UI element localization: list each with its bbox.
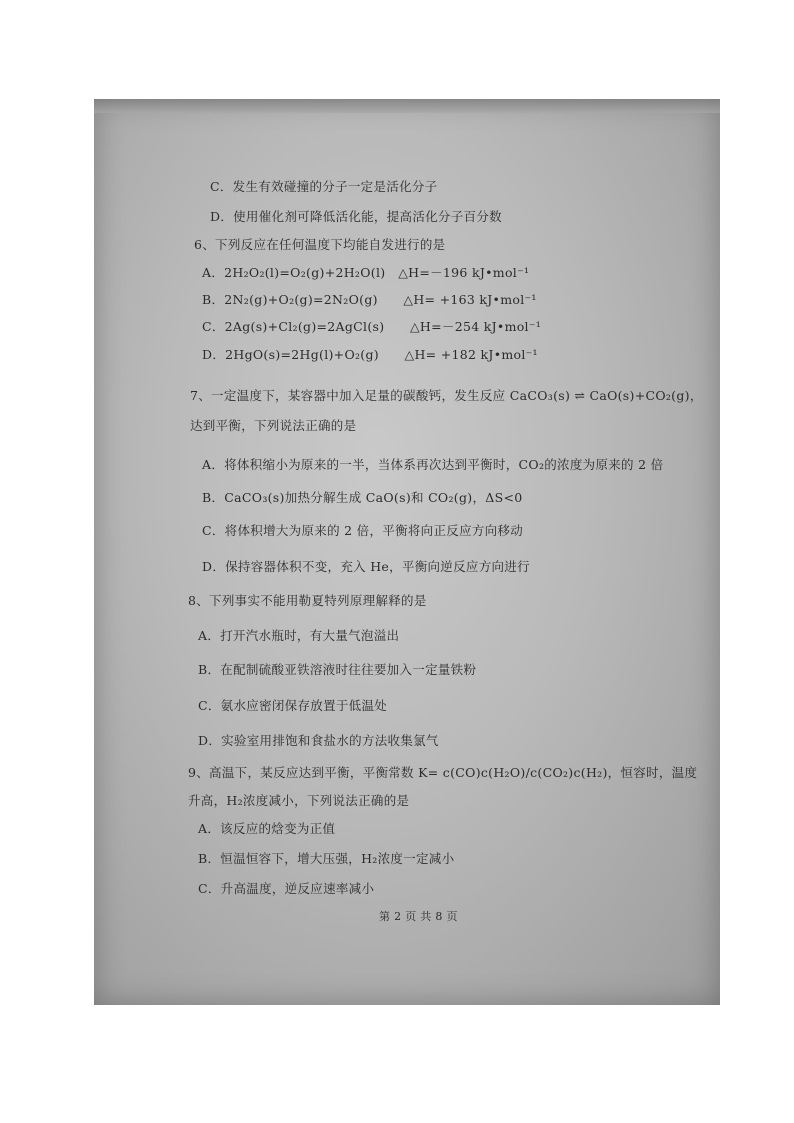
question-6: 6、下列反应在任何温度下均能自发进行的是: [194, 237, 446, 252]
option-8a: A．打开汽水瓶时，有大量气泡溢出: [198, 628, 400, 643]
option-5d: D．使用催化剂可降低活化能，提高活化分子百分数: [210, 209, 502, 224]
option-8b: B．在配制硫酸亚铁溶液时往往要加入一定量铁粉: [198, 662, 477, 677]
option-7c: C．将体积增大为原来的 2 倍，平衡将向正反应方向移动: [202, 523, 524, 538]
question-8: 8、下列事实不能用勒夏特列原理解释的是: [188, 593, 427, 608]
option-7b: B．CaCO₃(s)加热分解生成 CaO(s)和 CO₂(g)，ΔS<0: [202, 490, 523, 505]
option-5c: C．发生有效碰撞的分子一定是活化分子: [210, 179, 438, 194]
option-9c: C．升高温度，逆反应速率减小: [198, 881, 375, 896]
option-7a: A．将体积缩小为原来的一半，当体系再次达到平衡时，CO₂的浓度为原来的 2 倍: [202, 457, 664, 472]
question-7: 7、一定温度下，某容器中加入足量的碳酸钙，发生反应 CaCO₃(s) ⇌ CaO(s)+CO₂(g)，: [190, 388, 703, 403]
option-9b: B．恒温恒容下，增大压强，H₂浓度一定减小: [198, 851, 455, 866]
option-7d: D．保持容器体积不变，充入 He，平衡向逆反应方向进行: [202, 559, 530, 574]
option-6c: C．2Ag(s)+Cl₂(g)=2AgCl(s) △H=－254 kJ•mol⁻¹: [202, 319, 542, 334]
question-7-cont: 达到平衡，下列说法正确的是: [190, 418, 357, 433]
option-9a: A．该反应的焓变为正值: [198, 821, 336, 836]
option-6b: B．2N₂(g)+O₂(g)=2N₂O(g) △H= +163 kJ•mol⁻¹: [202, 292, 537, 307]
option-6a: A．2H₂O₂(l)=O₂(g)+2H₂O(l) △H=－196 kJ•mol⁻¹: [202, 265, 530, 280]
page-footer: 第 2 页 共 8 页: [379, 910, 458, 923]
option-6d: D．2HgO(s)=2Hg(l)+O₂(g) △H= +182 kJ•mol⁻¹: [202, 347, 538, 362]
option-8d: D．实验室用排饱和食盐水的方法收集氯气: [198, 733, 439, 748]
scanned-page-photo: [94, 99, 720, 1005]
page-edge-shadow: [94, 99, 720, 113]
option-8c: C．氨水应密闭保存放置于低温处: [198, 698, 388, 713]
question-9-cont: 升高，H₂浓度减小，下列说法正确的是: [188, 793, 410, 808]
question-9: 9、高温下，某反应达到平衡，平衡常数 K= c(CO)c(H₂O)/c(CO₂)c(H₂)，恒容时，温度: [188, 765, 698, 780]
